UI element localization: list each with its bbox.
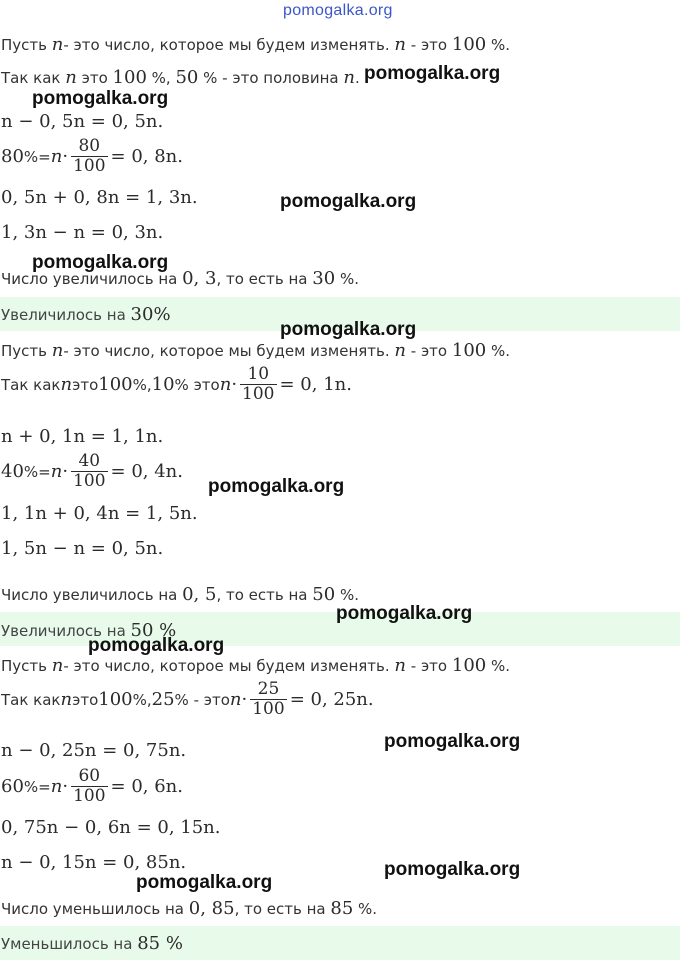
math-var: n: [219, 374, 232, 395]
text: Число увеличилось на: [1, 270, 183, 288]
math-var: n: [50, 776, 63, 797]
text: это: [76, 69, 113, 87]
text: Число увеличилось на: [1, 586, 183, 604]
math-num: 100: [451, 655, 487, 676]
text: это: [72, 690, 99, 709]
math-num: 40: [1, 461, 24, 482]
fraction: [71, 452, 107, 491]
text: %.: [486, 36, 511, 54]
fraction: [71, 767, 107, 806]
math-var: n: [60, 689, 73, 710]
fraction-numerator: 60: [78, 766, 101, 786]
text: - это число, которое мы будем изменять.: [63, 36, 395, 54]
block1-answer: [1, 304, 171, 325]
watermark: pomogalka.org: [280, 319, 417, 340]
block1-equation-4: 1, 3n − n = 0, 3n.: [1, 222, 164, 243]
math-num: 30: [312, 268, 336, 289]
block1-intro-line: [1, 34, 510, 55]
watermark: pomogalka.org: [208, 476, 345, 497]
text: %,: [132, 375, 152, 394]
math-var: n: [65, 67, 77, 88]
block3-answer: [1, 933, 183, 954]
block3-equation-3: 0, 75n − 0, 6n = 0, 15n.: [1, 817, 221, 838]
text: % - это половина: [198, 69, 344, 87]
math-num: 25: [151, 689, 175, 710]
watermark: pomogalka.org: [364, 63, 501, 84]
text: Уменьшилось на: [1, 935, 138, 953]
fraction-numerator: 80: [78, 136, 101, 156]
text: - это число, которое мы будем изменять.: [63, 342, 395, 360]
math-var: n: [229, 689, 242, 710]
header-watermark[interactable]: pomogalka.org: [283, 2, 393, 19]
math-expr: = 0, 4n.: [110, 461, 183, 482]
math-var: n: [50, 461, 63, 482]
math-num: 100: [451, 34, 487, 55]
math-num: 50: [175, 67, 199, 88]
block3-equation-2: [1, 767, 183, 806]
block3-intro-line: [1, 655, 510, 676]
block3-premise-line: [1, 680, 374, 719]
text: , то есть на: [216, 270, 313, 288]
block2-intro-line: [1, 340, 510, 361]
math-var: n: [51, 340, 64, 361]
math-num: 100: [98, 374, 133, 395]
text: , то есть на: [216, 586, 313, 604]
watermark: pomogalka.org: [88, 635, 225, 656]
math-expr: = 0, 8n.: [110, 146, 183, 167]
math-op: ·: [231, 374, 238, 395]
fraction-denominator: 100: [252, 699, 285, 719]
text: %=: [23, 777, 51, 796]
math-op: ·: [241, 689, 248, 710]
fraction: [71, 137, 107, 176]
math-var: n: [394, 34, 406, 55]
math-num: 0, 85: [188, 898, 235, 919]
text: Так как: [1, 375, 61, 394]
text: %,: [146, 69, 176, 87]
fraction: [250, 680, 286, 719]
text: .: [354, 69, 360, 87]
text: Число уменьшилось на: [1, 900, 189, 918]
text: %=: [23, 462, 51, 481]
block2-premise-line: [1, 365, 352, 404]
math-num: 85 %: [137, 933, 183, 954]
text: - это: [406, 657, 452, 675]
block2-equation-2: [1, 452, 183, 491]
block2-equation-3: 1, 1n + 0, 4n = 1, 5n.: [1, 503, 198, 524]
fraction-denominator: 100: [73, 471, 106, 491]
text: %.: [353, 900, 378, 918]
math-num: 60: [1, 776, 24, 797]
watermark: pomogalka.org: [336, 603, 473, 624]
block2-equation-1: n + 0, 1n = 1, 1n.: [1, 426, 164, 447]
fraction: [240, 365, 276, 404]
text: Пусть: [1, 36, 52, 54]
block1-equation-2: [1, 137, 183, 176]
block3-equation-1: n − 0, 25n = 0, 75n.: [1, 740, 187, 761]
math-num: 100: [451, 340, 487, 361]
fraction-numerator: 40: [78, 451, 101, 471]
math-num: 100: [98, 689, 133, 710]
watermark: pomogalka.org: [32, 252, 169, 273]
math-num: 10: [151, 374, 175, 395]
text: это: [72, 375, 99, 394]
watermark: pomogalka.org: [384, 731, 521, 752]
block1-equation-1: n − 0, 5n = 0, 5n.: [1, 111, 164, 132]
block2-equation-4: 1, 5n − n = 0, 5n.: [1, 538, 164, 559]
text: Пусть: [1, 342, 52, 360]
math-var: n: [394, 655, 406, 676]
text: - это: [406, 342, 452, 360]
text: Так как: [1, 69, 66, 87]
watermark: pomogalka.org: [136, 872, 273, 893]
math-op: ·: [62, 776, 69, 797]
math-expr: = 0, 1n.: [279, 374, 352, 395]
math-num: 50 %: [130, 620, 177, 641]
math-num: 30%: [130, 304, 171, 325]
math-num: 80: [1, 146, 24, 167]
fraction-numerator: 25: [257, 679, 280, 699]
watermark: pomogalka.org: [32, 88, 169, 109]
math-expr: = 0, 25n.: [289, 689, 374, 710]
text: %.: [486, 342, 511, 360]
block1-premise-line: [1, 67, 360, 88]
text: Увеличилось на: [1, 622, 131, 640]
math-op: ·: [62, 461, 69, 482]
text: Так как: [1, 690, 61, 709]
math-var: n: [50, 146, 63, 167]
block3-equation-4: n − 0, 15n = 0, 85n.: [1, 852, 187, 873]
watermark: pomogalka.org: [384, 859, 521, 880]
math-expr: = 0, 6n.: [110, 776, 183, 797]
math-var: n: [394, 340, 406, 361]
math-num: 0, 3: [182, 268, 217, 289]
math-var: n: [51, 34, 64, 55]
text: % - это: [174, 690, 230, 709]
block3-conclusion: [1, 898, 377, 919]
block2-conclusion: [1, 584, 359, 605]
text: %.: [335, 270, 359, 288]
text: %.: [486, 657, 511, 675]
fraction-denominator: 100: [242, 384, 275, 404]
fraction-denominator: 100: [73, 156, 106, 176]
math-var: n: [343, 67, 355, 88]
block1-equation-3: 0, 5n + 0, 8n = 1, 3n.: [1, 187, 198, 208]
fraction-numerator: 10: [247, 364, 270, 384]
text: Увеличилось на: [1, 306, 131, 324]
math-var: n: [51, 655, 64, 676]
text: - это: [406, 36, 452, 54]
math-num: 100: [112, 67, 147, 88]
text: %,: [132, 690, 152, 709]
watermark: pomogalka.org: [280, 191, 417, 212]
text: , то есть на: [234, 900, 331, 918]
math-num: 0, 5: [182, 584, 217, 605]
text: % это: [174, 375, 220, 394]
math-num: 85: [330, 898, 354, 919]
text: %.: [335, 586, 359, 604]
fraction-denominator: 100: [73, 786, 106, 806]
text: - это число, которое мы будем изменять.: [63, 657, 395, 675]
math-num: 50: [312, 584, 336, 605]
math-op: ·: [62, 146, 69, 167]
text: %=: [23, 147, 51, 166]
text: Пусть: [1, 657, 52, 675]
math-var: n: [60, 374, 73, 395]
